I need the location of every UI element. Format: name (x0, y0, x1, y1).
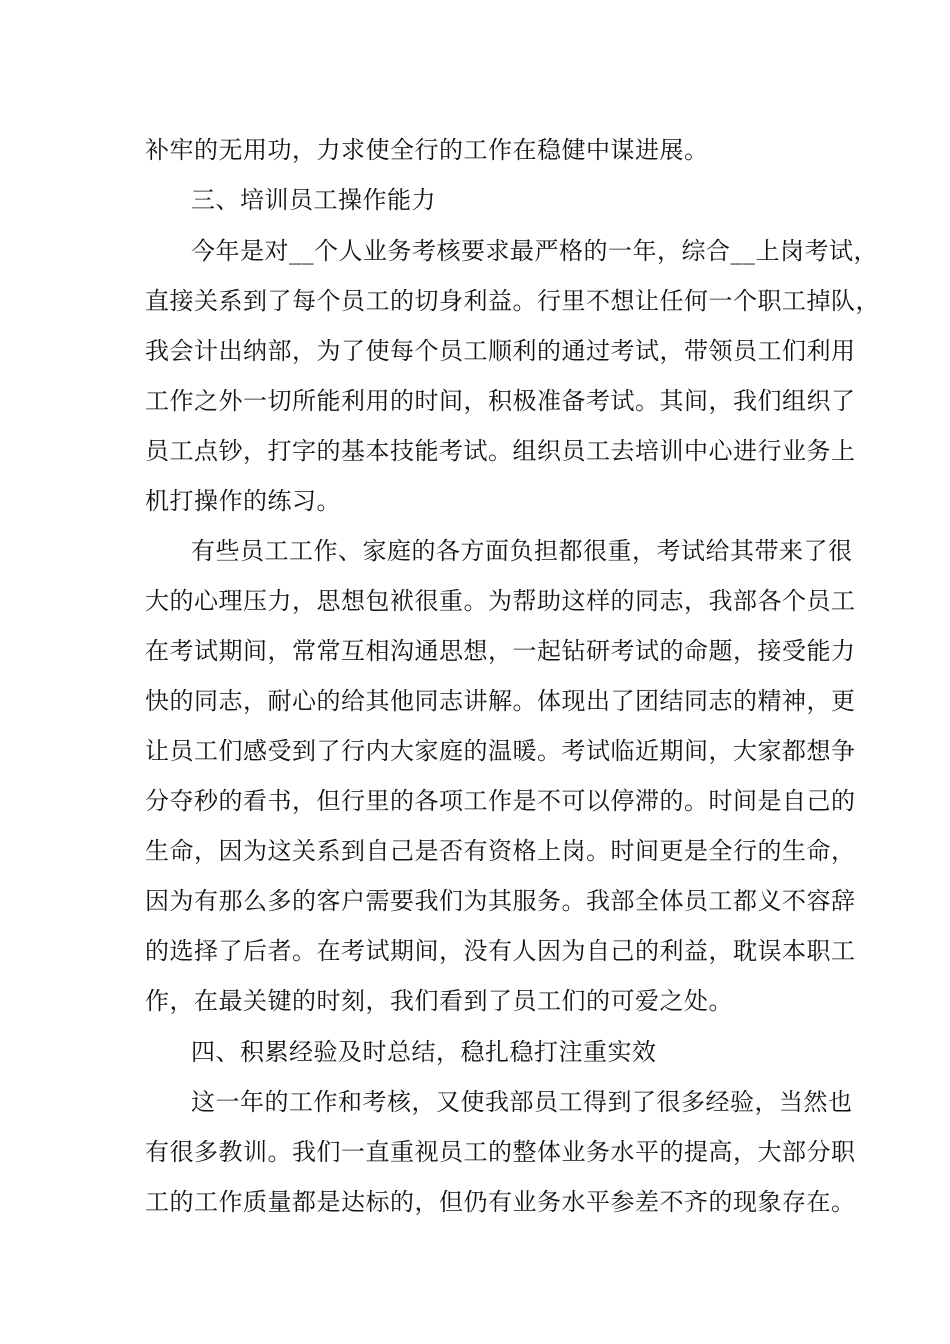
text-line: 这一年的工作和考核，又使我部员工得到了很多经验，当然也 (191, 1088, 853, 1116)
text-line: 机打操作的练习。 (145, 487, 341, 515)
section-heading: 三、培训员工操作能力 (191, 186, 436, 214)
text-line: 补牢的无用功，力求使全行的工作在稳健中谋进展。 (145, 136, 709, 164)
text-line: 作，在最关键的时刻，我们看到了员工们的可爱之处。 (145, 987, 733, 1015)
text-line: 工作之外一切所能利用的时间，积极准备考试。其间，我们组织了 (145, 387, 856, 415)
text-line: 的选择了后者。在考试期间，没有人因为自己的利益，耽误本职工 (145, 937, 856, 965)
text-line: 有些员工工作、家庭的各方面负担都很重，考试给其带来了很 (191, 537, 853, 565)
text-line: 分夺秒的看书，但行里的各项工作是不可以停滞的。时间是自己的 (145, 787, 856, 815)
text-line: 直接关系到了每个员工的切身利益。行里不想让任何一个职工掉队， (145, 287, 880, 315)
text-line: 快的同志，耐心的给其他同志讲解。体现出了团结同志的精神，更 (145, 687, 856, 715)
text-line: 大的心理压力，思想包袱很重。为帮助这样的同志，我部各个员工 (145, 587, 856, 615)
text-line: 生命，因为这关系到自己是否有资格上岗。时间更是全行的生命， (145, 837, 856, 865)
text-line: 员工点钞，打字的基本技能考试。组织员工去培训中心进行业务上 (145, 437, 856, 465)
section-heading: 四、积累经验及时总结，稳扎稳打注重实效 (191, 1038, 657, 1066)
text-line: 有很多教训。我们一直重视员工的整体业务水平的提高，大部分职 (145, 1138, 856, 1166)
text-line: 让员工们感受到了行内大家庭的温暖。考试临近期间，大家都想争 (145, 737, 856, 765)
text-line: 我会计出纳部，为了使每个员工顺利的通过考试，带领员工们利用 (145, 337, 856, 365)
text-line: 因为有那么多的客户需要我们为其服务。我部全体员工都义不容辞 (145, 887, 856, 915)
text-line: 在考试期间，常常互相沟通思想，一起钻研考试的命题，接受能力 (145, 637, 856, 665)
text-line: 今年是对__个人业务考核要求最严格的一年，综合__上岗考试， (191, 237, 878, 265)
text-line: 工的工作质量都是达标的，但仍有业务水平参差不齐的现象存在。 (145, 1188, 856, 1216)
